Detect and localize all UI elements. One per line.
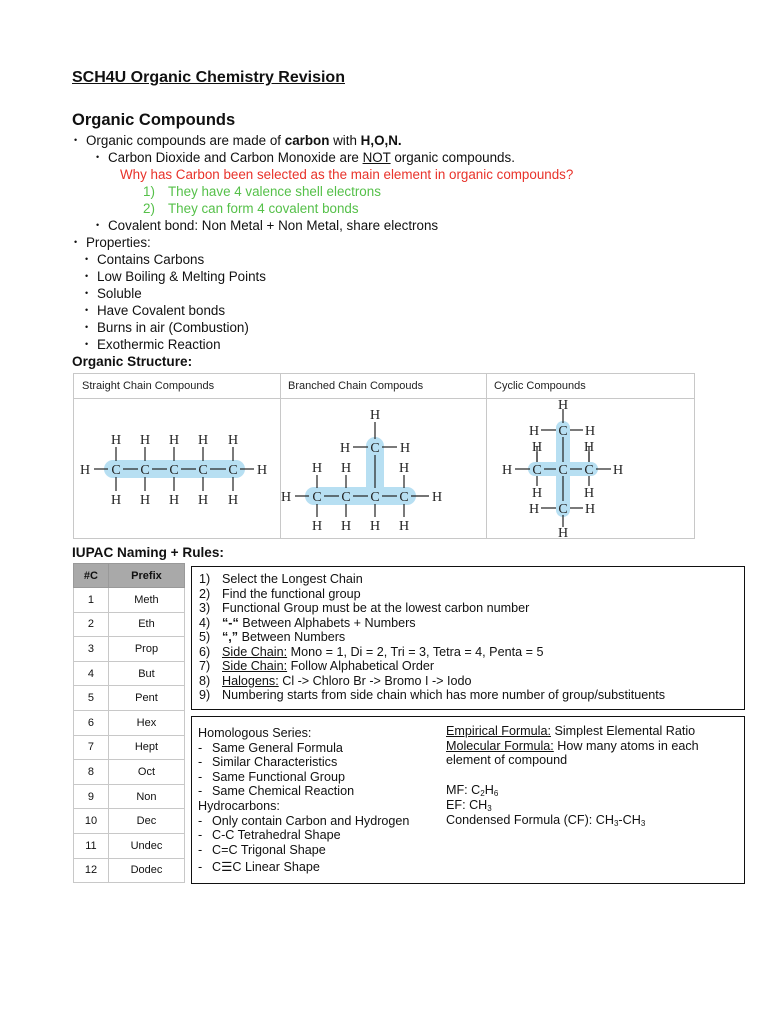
rule-2: 2) Find the functional group [199,586,361,601]
property-item: • Exothermic Reaction [85,337,221,352]
prefix-cell: Hept [108,735,184,760]
ef-example: EF: $CH_3$ [446,797,492,813]
bullet-icon: • [85,288,89,298]
hydrogen-atom: H [256,463,268,478]
bullet-icon: • [96,220,100,230]
hydrogen-atom: H [281,490,292,505]
hydrogen-atom: H [399,441,411,456]
carbon-count-cell: 6 [74,710,109,735]
carbon-count-cell: 1 [74,588,109,613]
bullet-icon: • [85,322,89,332]
property-item: • Contains Carbons [85,252,205,267]
carbon-atom: C [198,463,208,478]
carbon-count-cell: 7 [74,735,109,760]
section-heading-organic-compounds: Organic Compounds [72,111,236,129]
carbon-count-cell: 3 [74,637,109,662]
line-properties: • Properties: [74,235,151,250]
hydrogen-atom: H [557,526,569,539]
carbon-atom: C [111,463,121,478]
section-heading-iupac: IUPAC Naming + Rules: [72,545,224,560]
bullet-icon: • [74,135,78,145]
carbon-count-cell: 9 [74,784,109,809]
hydrogen-atom: H [584,502,596,517]
answer-1: 1) They have 4 valence shell electrons [143,184,381,199]
col-header-cyclic: Cyclic Compounds [494,380,586,392]
bullet-icon: • [85,254,89,264]
carbon-atom: C [558,502,568,517]
straight-chain-diagram [74,399,279,539]
hydrogen-atom: H [398,461,410,476]
prefix-cell: Eth [108,612,184,637]
hydrocarbon-item: - C-C Tetrahedral Shape [198,828,341,843]
carbon-atom: C [228,463,238,478]
rule-6: 6) Side Chain: Mono = 1, Di = 2, Tri = 3, Tetra = 4, Penta = 5 [199,644,544,659]
hydrocarbon-item: - Only contain Carbon and Hydrogen [198,813,410,828]
carbon-atom: C [558,463,568,478]
prefix-cell: Prop [108,637,184,662]
hydrogen-atom: H [398,519,410,534]
col-header-branched: Branched Chain Compouds [288,380,424,392]
hydrogen-atom: H [528,502,540,517]
branched-chain-diagram [281,399,486,539]
bullet-icon: • [85,305,89,315]
table-row [74,833,185,858]
hydrogen-atom: H [583,440,595,455]
hydrogen-atom: H [501,463,513,478]
carbon-count-cell: 5 [74,686,109,711]
rule-3: 3) Functional Group must be at the lowest carbon number [199,601,530,615]
hydrogen-atom: H [227,433,239,448]
col-header-straight: Straight Chain Compounds [82,380,215,392]
carbon-atom: C [584,463,594,478]
carbon-atom: C [341,490,351,505]
section-heading-structure: Organic Structure: [72,354,193,369]
hydrogen-atom: H [227,493,239,508]
table-row [74,710,185,735]
rule-7: 7) Side Chain: Follow Alphabetical Order [199,659,435,673]
structure-table [73,373,695,539]
bullet-icon: • [85,271,89,281]
cyclic-diagram [487,399,695,539]
homologous-item: - Same Functional Group [198,769,346,784]
carbon-atom: C [399,490,409,505]
carbon-count-cell: 2 [74,612,109,637]
prefix-cell: But [108,661,184,686]
carbon-count-cell: 4 [74,661,109,686]
rule-5: 5) “,” Between Numbers [199,630,346,644]
hydrogen-atom: H [528,424,540,439]
hydrogen-atom: H [531,486,543,501]
hydrogen-atom: H [557,399,569,413]
rule-8: 8) Halogens: Cl -> Chloro Br -> Bromo I -> Iodo [199,673,472,688]
carbon-atom: C [532,463,542,478]
bullet-icon: • [74,237,78,247]
line-covalent: • Covalent bond: Non Metal + Non Metal, share electrons [96,218,439,233]
prefix-table [73,563,185,883]
rule-9: 9) Numbering starts from side chain which has more number of group/substituents [199,688,666,702]
carbon-count-cell: 8 [74,760,109,785]
table-row [74,809,185,834]
hydrogen-atom: H [340,461,352,476]
question-line: Why has Carbon been selected as the main element in organic compounds? [120,167,574,182]
bullet-icon: • [85,339,89,349]
hydrogen-atom: H [369,408,381,423]
hydrogen-atom: H [110,433,122,448]
rule-1: 1) Select the Longest Chain [199,572,363,586]
table-row [74,661,185,686]
carbon-count-cell: 10 [74,809,109,834]
table-row [74,784,185,809]
page-title: SCH4U Organic Chemistry Revision [72,69,345,86]
naming-rules-box [191,566,745,710]
hydrogen-atom: H [168,433,180,448]
property-item: • Soluble [85,286,142,301]
prefix-cell: Undec [108,833,184,858]
carbon-atom: C [370,490,380,505]
hydrogen-atom: H [197,493,209,508]
hydrogen-atom: H [139,493,151,508]
prefix-cell: Meth [108,588,184,613]
table-row [74,735,185,760]
hydrocarbons-heading: Hydrocarbons: [198,799,280,813]
table-row [74,588,185,613]
answer-2: 2) They can form 4 covalent bonds [143,201,359,216]
hydrogen-atom: H [110,493,122,508]
col-header-prefix: Prefix [108,564,184,588]
bullet-icon: • [96,152,100,162]
homologous-item: - Same General Formula [198,740,343,755]
hydrogen-atom: H [584,424,596,439]
hydrogen-atom: H [583,486,595,501]
rule-4: 4) “-“ Between Alphabets + Numbers [199,615,416,630]
hydrocarbon-item: - C=C Trigonal Shape [198,842,326,857]
table-row [74,637,185,662]
carbon-count-cell: 12 [74,858,109,883]
homologous-heading: Homologous Series: [198,726,312,740]
hydrogen-atom: H [311,519,323,534]
property-item: • Have Covalent bonds [85,303,226,318]
carbon-atom: C [169,463,179,478]
molecular-formula: Molecular Formula: How many atoms in each [446,738,699,753]
table-row [74,760,185,785]
prefix-cell: Hex [108,710,184,735]
hydrogen-atom: H [369,519,381,534]
homologous-box [191,716,745,884]
table-row [74,858,185,883]
carbon-atom: C [370,441,380,456]
empirical-formula: Empirical Formula: Simplest Elemental Ratio [446,724,696,738]
hydrogen-atom: H [612,463,624,478]
prefix-cell: Dodec [108,858,184,883]
carbon-atom: C [558,424,568,439]
hydrogen-atom: H [139,433,151,448]
hydrogen-atom: H [79,463,91,478]
line-made-of: • Organic compounds are made of carbon with H,O,N. [74,133,402,148]
carbon-count-cell: 11 [74,833,109,858]
prefix-cell: Non [108,784,184,809]
cf-example: Condensed Formula (CF): $CH_3-CH_3$ [446,813,646,828]
mf-example: MF: $C_2H_6$ [446,783,499,798]
homologous-item: - Similar Characteristics [198,755,338,770]
hydrogen-atom: H [311,461,323,476]
property-item: • Burns in air (Combustion) [85,320,249,335]
col-header-count: #C [74,564,109,588]
hydrogen-atom: H [339,441,351,456]
line-not-organic: • Carbon Dioxide and Carbon Monoxide are NOT organic compounds. [96,150,515,165]
prefix-cell: Dec [108,809,184,834]
hydrogen-atom: H [197,433,209,448]
hydrogen-atom: H [168,493,180,508]
property-item: • Low Boiling & Melting Points [85,269,266,284]
hydrogen-atom: H [340,519,352,534]
homologous-item: - Same Chemical Reaction [198,784,355,799]
table-row [74,686,185,711]
hydrogen-atom: H [531,440,543,455]
carbon-atom: C [312,490,322,505]
prefix-cell: Oct [108,760,184,785]
table-row [74,612,185,637]
hydrocarbon-item: - C☰C Linear Shape [198,860,320,874]
carbon-atom: C [140,463,150,478]
hydrogen-atom: H [431,490,443,505]
molecular-formula-cont: element of compound [446,753,568,768]
prefix-cell: Pent [108,686,184,711]
